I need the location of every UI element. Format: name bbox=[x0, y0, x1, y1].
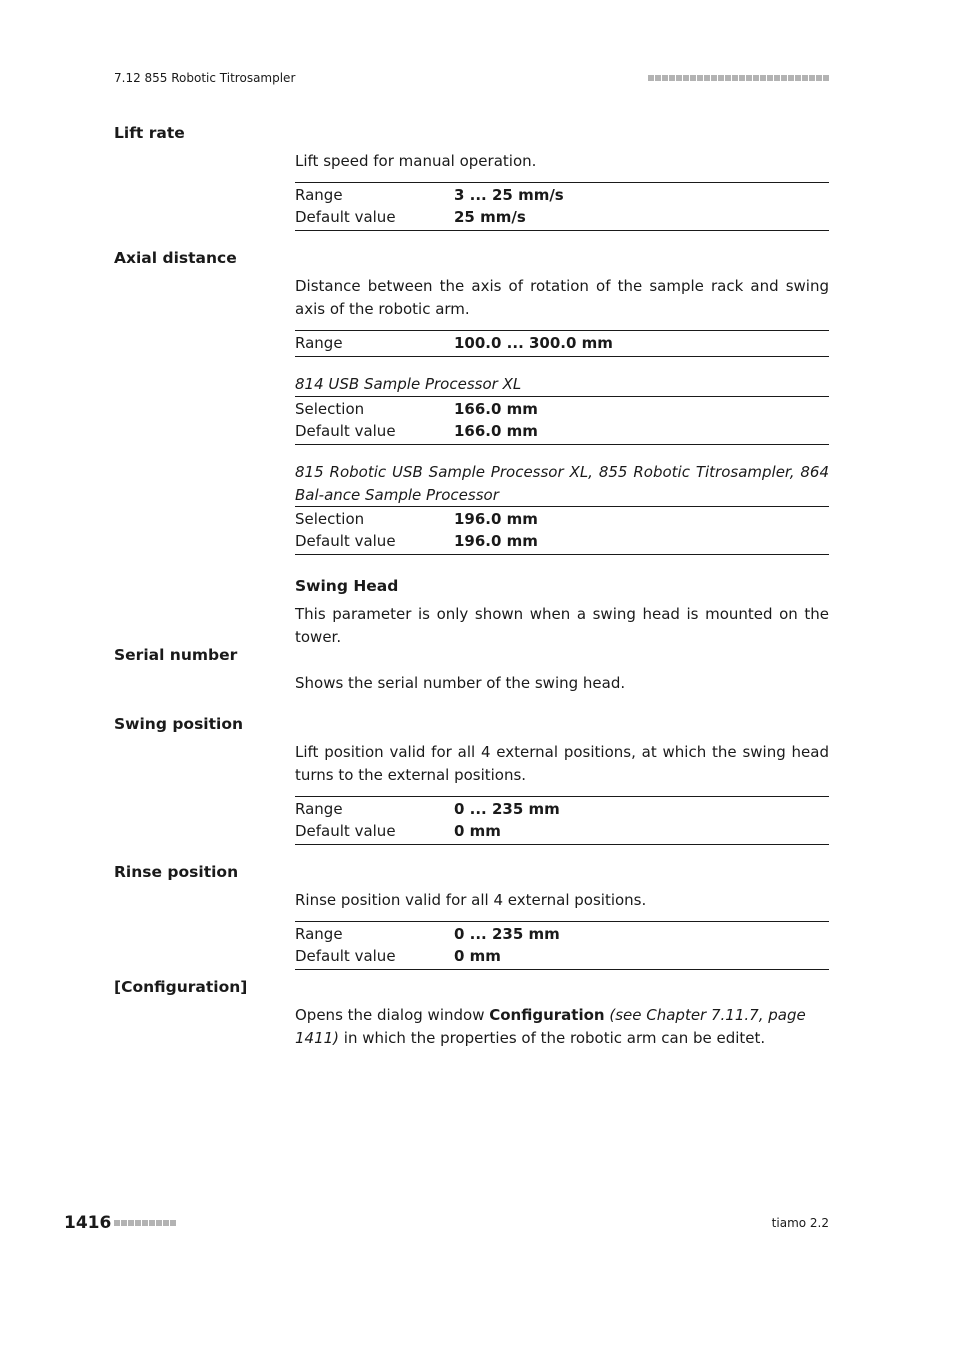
row-value: 166.0 mm bbox=[454, 400, 538, 418]
rinse-position-description: Rinse position valid for all 4 external positions. bbox=[295, 891, 647, 909]
row-key: Default value bbox=[295, 208, 396, 226]
rinse-position-table bbox=[295, 921, 829, 970]
table-row bbox=[295, 945, 829, 967]
configuration-bold-word: Configuration bbox=[489, 1006, 605, 1024]
table-row bbox=[295, 508, 829, 530]
table-row bbox=[295, 530, 829, 552]
row-key: Range bbox=[295, 334, 343, 352]
table-row bbox=[295, 332, 829, 354]
row-key: Selection bbox=[295, 510, 365, 528]
device-815-855-864-table bbox=[295, 506, 829, 555]
swing-position-table bbox=[295, 796, 829, 845]
rinse-position-term: Rinse position bbox=[114, 863, 239, 881]
device-815-855-864-label: 815 Robotic USB Sample Processor XL, 855 Robotic Titrosampler, 864 Bal-ance Sample Processor bbox=[295, 463, 829, 504]
configuration-text-before: Opens the dialog window bbox=[295, 1006, 490, 1024]
swing-head-heading: Swing Head bbox=[295, 577, 399, 595]
table-row bbox=[295, 420, 829, 442]
row-key: Default value bbox=[295, 532, 396, 550]
row-value: 25 mm/s bbox=[454, 208, 526, 226]
serial-number-description: Shows the serial number of the swing head. bbox=[295, 674, 626, 692]
axial-distance-description: Distance between the axis of rotation of the sample rack and swing axis of the robotic arm. bbox=[295, 277, 829, 318]
row-value: 166.0 mm bbox=[454, 422, 538, 440]
header-decoration-dots bbox=[648, 75, 829, 81]
footer-page-number: 1416 bbox=[64, 1213, 112, 1233]
axial-distance-term: Axial distance bbox=[114, 249, 237, 267]
table-row bbox=[295, 820, 829, 842]
table-row bbox=[295, 398, 829, 420]
configuration-text-after: in which the properties of the robotic arm can be editet. bbox=[339, 1028, 766, 1047]
row-value: 196.0 mm bbox=[454, 510, 538, 528]
configuration-description bbox=[295, 1004, 829, 1049]
row-key: Default value bbox=[295, 422, 396, 440]
footer-decoration-dots bbox=[114, 1220, 176, 1226]
row-key: Range bbox=[295, 800, 343, 818]
row-key: Range bbox=[295, 925, 343, 943]
header-section-title: 7.12 855 Robotic Titrosampler bbox=[114, 71, 296, 85]
lift-rate-term: Lift rate bbox=[114, 124, 185, 142]
row-value: 3 ... 25 mm/s bbox=[454, 186, 564, 204]
footer-product-name: tiamo 2.2 bbox=[771, 1216, 829, 1230]
row-key: Default value bbox=[295, 822, 396, 840]
row-value: 0 ... 235 mm bbox=[454, 925, 560, 943]
configuration-term: [Configuration] bbox=[114, 978, 248, 996]
device-814-label: 814 USB Sample Processor XL bbox=[295, 375, 522, 393]
configuration-chapter-link[interactable]: (see Chapter 7.11.7, page 1411) bbox=[295, 1006, 806, 1047]
lift-rate-description: Lift speed for manual operation. bbox=[295, 152, 537, 170]
serial-number-term: Serial number bbox=[114, 646, 238, 664]
swing-head-description: This parameter is only shown when a swing head is mounted on the tower. bbox=[295, 605, 829, 646]
swing-position-description: Lift position valid for all 4 external positions, at which the swing head turns to the external positions. bbox=[295, 743, 829, 784]
row-key: Range bbox=[295, 186, 343, 204]
swing-position-term: Swing position bbox=[114, 715, 244, 733]
table-row bbox=[295, 923, 829, 945]
row-value: 196.0 mm bbox=[454, 532, 538, 550]
axial-distance-range-table bbox=[295, 330, 829, 357]
table-row bbox=[295, 206, 829, 228]
table-row bbox=[295, 798, 829, 820]
row-value: 0 ... 235 mm bbox=[454, 800, 560, 818]
row-value: 0 mm bbox=[454, 947, 501, 965]
row-key: Selection bbox=[295, 400, 365, 418]
row-value: 0 mm bbox=[454, 822, 501, 840]
row-value: 100.0 ... 300.0 mm bbox=[454, 334, 613, 352]
table-row bbox=[295, 184, 829, 206]
row-key: Default value bbox=[295, 947, 396, 965]
device-814-table bbox=[295, 396, 829, 445]
lift-rate-table bbox=[295, 182, 829, 231]
